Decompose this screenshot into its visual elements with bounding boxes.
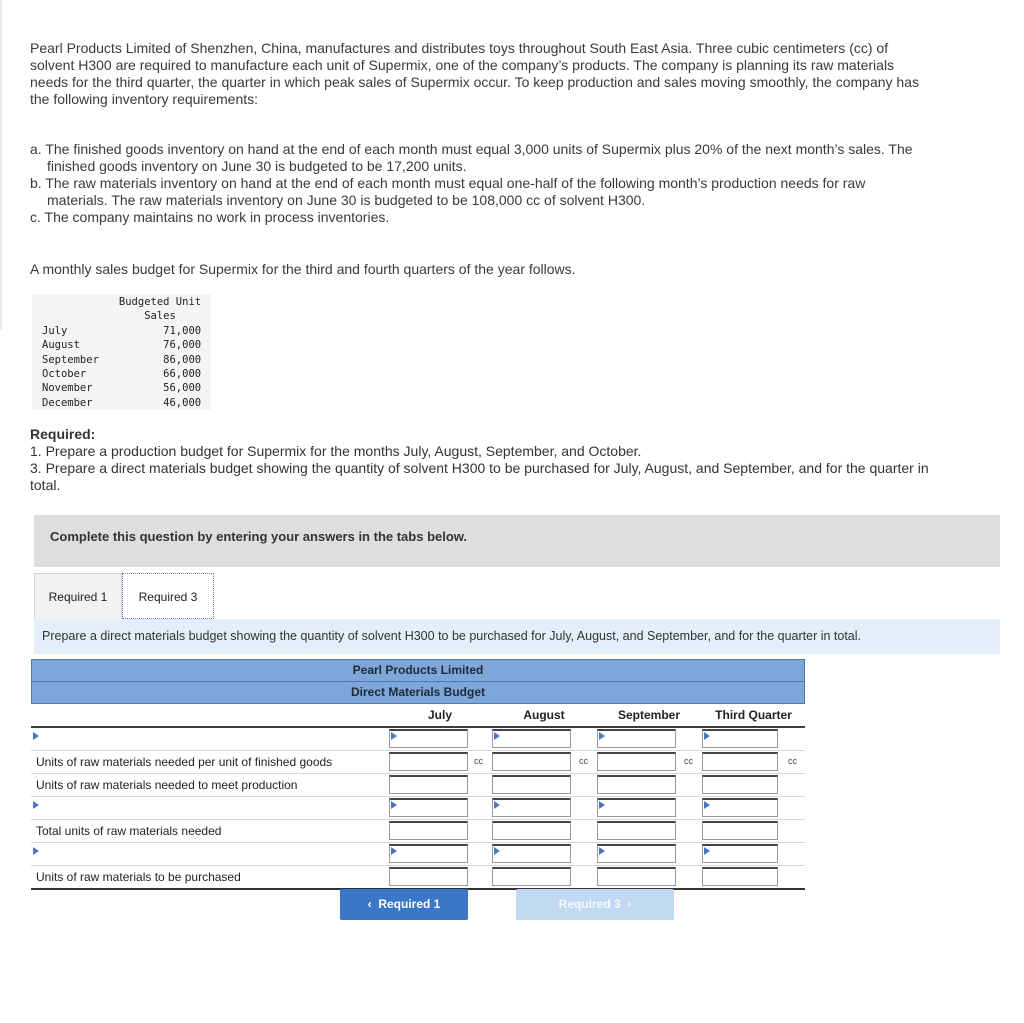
required-item-3: 3. Prepare a direct materials budget showing the quantity of solvent H300 to be purchased for July, August, and September, and for the quarter in total.	[30, 460, 929, 493]
cc-unit: cc	[788, 756, 797, 766]
prompt-text: Prepare a direct materials budget showing the quantity of solvent H300 to be purchased for July, August, and September, and for the quarter in total.	[42, 629, 862, 643]
input-arrow-icon	[599, 847, 605, 855]
instructions-text: Complete this question by entering your answers in the tabs below.	[50, 529, 468, 544]
table-row	[32, 324, 211, 338]
amount-input[interactable]	[492, 844, 571, 863]
inventory-requirements	[30, 141, 920, 226]
next-button[interactable]	[516, 889, 674, 920]
july-production-input[interactable]	[389, 775, 468, 794]
amount-input[interactable]	[702, 844, 778, 863]
september-total-input[interactable]	[597, 821, 676, 840]
col-third-quarter: Third Quarter	[715, 708, 792, 722]
sales-budget-table	[32, 294, 211, 410]
quarter-per-unit-input[interactable]	[702, 752, 778, 771]
cc-unit: cc	[474, 756, 483, 766]
august-total-input[interactable]	[492, 821, 571, 840]
sales-month: August	[42, 339, 80, 352]
budget-company: Pearl Products Limited	[31, 659, 805, 682]
september-production-input[interactable]	[597, 775, 676, 794]
left-rule	[0, 0, 2, 330]
col-september: September	[617, 708, 681, 722]
sales-month: November	[42, 382, 93, 395]
sales-month: July	[42, 324, 68, 337]
chevron-right-icon: ›	[627, 897, 632, 911]
table-row	[32, 338, 211, 352]
august-purchase-input[interactable]	[492, 867, 571, 886]
budget-column-headers	[31, 704, 805, 728]
sales-units: 86,000	[163, 353, 202, 366]
july-total-input[interactable]	[389, 821, 468, 840]
sales-units: 46,000	[163, 396, 202, 409]
amount-input[interactable]	[702, 729, 778, 748]
sales-month: December	[42, 396, 93, 409]
requirement-b: b. The raw materials inventory on hand at the end of each month must equal one-half of the following month’s production needs for raw materials. The raw materials inventory on June 30 is budgeted to be 108,000 cc of solvent H300.	[30, 175, 866, 208]
quarter-total-input[interactable]	[702, 821, 778, 840]
sales-header	[109, 294, 211, 324]
row-arrow-icon	[33, 801, 39, 809]
input-arrow-icon	[494, 847, 500, 855]
amount-input[interactable]	[389, 844, 468, 863]
chevron-left-icon: ‹	[367, 897, 372, 911]
row-arrow-icon	[33, 847, 39, 855]
august-per-unit-input[interactable]	[492, 752, 571, 771]
row-label-to-purchase: Units of raw materials to be purchased	[36, 870, 241, 884]
requirement-a: a. The finished goods inventory on hand at the end of each month must equal 3,000 units of Supermix plus 20% of the next month’s sales. The finished goods inventory on June 30 is budgeted to be 17,200 units.	[30, 141, 913, 174]
budget-row-blank-3	[31, 843, 805, 866]
instructions-bar	[34, 515, 1000, 567]
budget-row-blank-2	[31, 797, 805, 820]
tab-required-1[interactable]: Required 1	[34, 573, 122, 619]
quarter-production-input[interactable]	[702, 775, 778, 794]
row-arrow-icon	[33, 732, 39, 740]
requirement-c: c. The company maintains no work in process inventories.	[30, 209, 390, 225]
problem-intro: Pearl Products Limited of Shenzhen, China, manufactures and distributes toys throughout South East Asia. Three cubic centimeters (cc) of solvent H300 are required to manufacture each unit of Supermix, one of the company’s products. The company is planning its raw materials needs for the third quarter, the quarter in which peak sales of Supermix occur. To keep production and sales moving smoothly, the company has the following inventory requirements:	[30, 40, 919, 107]
table-row	[32, 353, 211, 367]
prev-button-label: Required 1	[378, 897, 441, 911]
required-section	[30, 426, 930, 494]
sales-month: September	[42, 353, 99, 366]
tab-required-3[interactable]: Required 3	[122, 573, 214, 619]
quarter-purchase-input[interactable]	[702, 867, 778, 886]
table-row	[32, 381, 211, 395]
cc-unit: cc	[579, 756, 588, 766]
sales-header-line2: Sales	[144, 310, 176, 323]
budget-row-per-unit	[31, 751, 805, 774]
input-arrow-icon	[494, 732, 500, 740]
amount-input[interactable]	[492, 729, 571, 748]
sales-month: October	[42, 368, 87, 381]
cc-unit: cc	[684, 756, 693, 766]
budget-row-to-purchase	[31, 866, 805, 890]
input-arrow-icon	[704, 847, 710, 855]
row-label-meet-production: Units of raw materials needed to meet production	[36, 778, 298, 792]
sales-units: 66,000	[163, 368, 202, 381]
input-arrow-icon	[599, 732, 605, 740]
table-row	[32, 367, 211, 381]
amount-input[interactable]	[389, 798, 468, 817]
budget-row-total-needed	[31, 820, 805, 843]
next-button-label: Required 3	[558, 897, 621, 911]
row-label-per-unit: Units of raw materials needed per unit of finished goods	[36, 755, 333, 769]
col-july: July	[427, 708, 452, 722]
label-input[interactable]	[389, 729, 468, 748]
input-arrow-icon	[391, 801, 397, 809]
july-purchase-input[interactable]	[389, 867, 468, 886]
row-label-total-needed: Total units of raw materials needed	[36, 824, 222, 838]
budget-row-blank-1	[31, 728, 805, 751]
input-arrow-icon	[599, 801, 605, 809]
august-production-input[interactable]	[492, 775, 571, 794]
amount-input[interactable]	[702, 798, 778, 817]
direct-materials-budget	[31, 659, 805, 890]
input-arrow-icon	[704, 732, 710, 740]
col-august: August	[523, 708, 565, 722]
input-arrow-icon	[391, 847, 397, 855]
input-arrow-icon	[391, 732, 397, 740]
prev-button[interactable]	[340, 889, 468, 920]
input-arrow-icon	[704, 801, 710, 809]
input-arrow-icon	[494, 801, 500, 809]
amount-input[interactable]	[597, 729, 676, 748]
required-heading: Required:	[30, 426, 96, 442]
prompt-bar	[34, 619, 1000, 654]
september-purchase-input[interactable]	[597, 867, 676, 886]
budget-title: Direct Materials Budget	[31, 682, 805, 704]
table-row	[32, 396, 211, 410]
july-per-unit-input[interactable]	[389, 752, 468, 771]
sales-units: 56,000	[163, 382, 202, 395]
amount-input[interactable]	[597, 798, 676, 817]
sales-units: 71,000	[163, 324, 202, 337]
sales-intro: A monthly sales budget for Supermix for the third and fourth quarters of the year follows.	[30, 261, 576, 277]
amount-input[interactable]	[597, 844, 676, 863]
required-item-1: 1. Prepare a production budget for Supermix for the months July, August, September, and October.	[30, 443, 642, 459]
september-per-unit-input[interactable]	[597, 752, 676, 771]
sales-header-line1: Budgeted Unit	[118, 296, 202, 308]
budget-row-meet-production	[31, 774, 805, 797]
amount-input[interactable]	[492, 798, 571, 817]
sales-units: 76,000	[163, 339, 202, 352]
